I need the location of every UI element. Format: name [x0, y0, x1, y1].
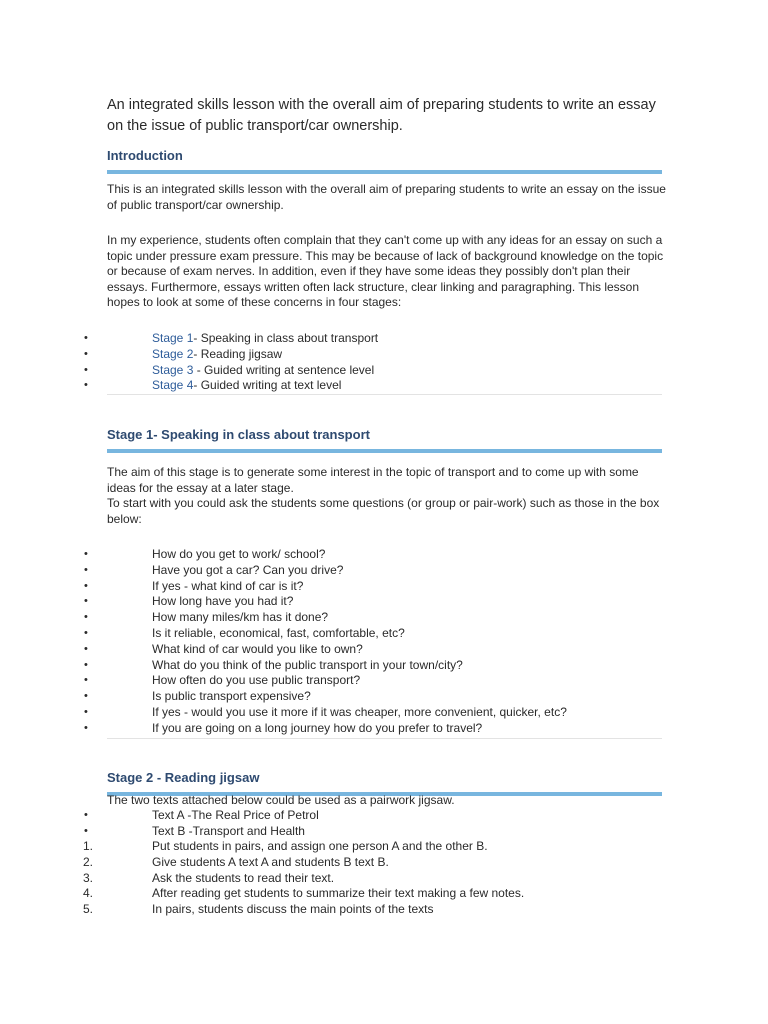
bullet-icon: • [84, 809, 88, 821]
bullet-icon: • [84, 658, 88, 671]
introduction-paragraph-1: This is an integrated skills lesson with the overall aim of preparing students to write an essay on the issue of public transport/car ownership. [107, 182, 666, 212]
divider [107, 394, 662, 395]
stage2-heading: Stage 2 - Reading jigsaw [107, 770, 662, 796]
introduction-heading: Introduction [107, 148, 662, 174]
question-text: If yes - would you use it more if it was cheaper, more convenient, quicker, etc? [152, 704, 567, 719]
bullet-icon: • [84, 721, 88, 734]
question-text: Is public transport expensive? [152, 689, 311, 704]
question-text: How many miles/km has it done? [152, 610, 329, 625]
stage1-heading: Stage 1- Speaking in class about transport [107, 427, 662, 453]
questions-list [0, 547, 768, 737]
list-item [0, 721, 768, 737]
question-text: Have you got a car? Can you drive? [152, 562, 344, 577]
bullet-icon: • [84, 548, 88, 560]
list-item [0, 824, 768, 840]
texts-list [0, 808, 768, 840]
bullet-icon: • [84, 690, 88, 703]
list-item [0, 347, 768, 363]
bullet-icon: • [84, 626, 88, 639]
question-text: If you are going on a long journey how do you prefer to travel? [152, 720, 483, 735]
list-item [0, 839, 768, 855]
introduction-paragraph-2: In my experience, students often complain that they can't come up with any ideas for an essay on such a topic under pressure exam pressure. This may be because of lack of background knowledge on the topic or because of exam nerves. In addition, even if they have some ideas they possibly don't plan their essays. Furthermore, essays written often lack structure, clear linking and paragraphing. This lesson hopes to look at some of these concerns in four stages: [107, 233, 664, 310]
bullet-icon: • [84, 824, 88, 837]
stage-2-link[interactable]: Stage 2 [152, 346, 194, 361]
question-text: How do you get to work/ school? [152, 547, 326, 561]
list-item [0, 642, 768, 658]
bullet-icon: • [84, 347, 88, 360]
steps-list [0, 839, 768, 918]
list-item [0, 689, 768, 705]
bullet-icon: • [84, 563, 88, 576]
step-text: Give students A text A and students B text B. [152, 854, 389, 869]
list-item [0, 871, 768, 887]
text-a-label: Text A -The Real Price of Petrol [152, 808, 319, 822]
question-text: If yes - what kind of car is it? [152, 578, 304, 593]
stage-3-text: - Guided writing at sentence level [193, 362, 375, 377]
list-item [0, 886, 768, 902]
list-item [0, 902, 768, 918]
text-b-label: Text B -Transport and Health [152, 823, 305, 838]
question-text: What do you think of the public transport in your town/city? [152, 657, 463, 672]
step-number: 1. [83, 839, 94, 853]
list-item [0, 378, 768, 394]
question-text: How long have you had it? [152, 594, 294, 609]
stage1-paragraph: The aim of this stage is to generate some interest in the topic of transport and to come up with some ideas for the essay at a later stage. To start with you could ask the students some questions (or group or pair-work) such as those in the box below: [107, 465, 660, 526]
question-text: Is it reliable, economical, fast, comfortable, etc? [152, 625, 405, 640]
list-item [0, 594, 768, 610]
step-number: 5. [83, 902, 94, 917]
question-text: What kind of car would you like to own? [152, 641, 363, 656]
step-number: 3. [83, 870, 94, 885]
step-text: In pairs, students discuss the main points of the texts [152, 902, 434, 917]
question-text: How often do you use public transport? [152, 673, 361, 688]
list-item [0, 563, 768, 579]
stage2-intro: The two texts attached below could be used as a pairwork jigsaw. [107, 793, 455, 807]
list-item [0, 331, 768, 347]
bullet-icon: • [84, 332, 88, 344]
bullet-icon: • [84, 379, 88, 392]
divider [107, 738, 662, 739]
stage-4-link[interactable]: Stage 4 [152, 378, 194, 393]
step-text: After reading get students to summarize their text making a few notes. [152, 886, 525, 901]
step-number: 2. [83, 854, 94, 869]
stage-4-text: - Guided writing at text level [193, 378, 342, 393]
list-item [0, 673, 768, 689]
bullet-icon: • [84, 674, 88, 687]
list-item [0, 547, 768, 563]
document-title: An integrated skills lesson with the overall aim of preparing students to write an essay on the issue of public transport/car ownership. [107, 97, 656, 134]
stage-1-text: - Speaking in class about transport [193, 331, 379, 345]
stage-1-link[interactable]: Stage 1 [152, 331, 194, 345]
stages-list [0, 331, 768, 394]
bullet-icon: • [84, 363, 88, 376]
list-item [0, 363, 768, 379]
bullet-icon: • [84, 642, 88, 655]
step-text: Ask the students to read their text. [152, 870, 335, 885]
list-item [0, 626, 768, 642]
stage-3-link[interactable]: Stage 3 [152, 362, 194, 377]
list-item [0, 658, 768, 674]
bullet-icon: • [84, 595, 88, 608]
bullet-icon: • [84, 705, 88, 718]
list-item [0, 855, 768, 871]
list-item [0, 610, 768, 626]
bullet-icon: • [84, 611, 88, 624]
list-item [0, 808, 768, 824]
list-item [0, 579, 768, 595]
bullet-icon: • [84, 579, 88, 592]
step-number: 4. [83, 886, 94, 901]
step-text: Put students in pairs, and assign one person A and the other B. [152, 839, 488, 853]
list-item [0, 705, 768, 721]
stage-2-text: - Reading jigsaw [193, 346, 283, 361]
